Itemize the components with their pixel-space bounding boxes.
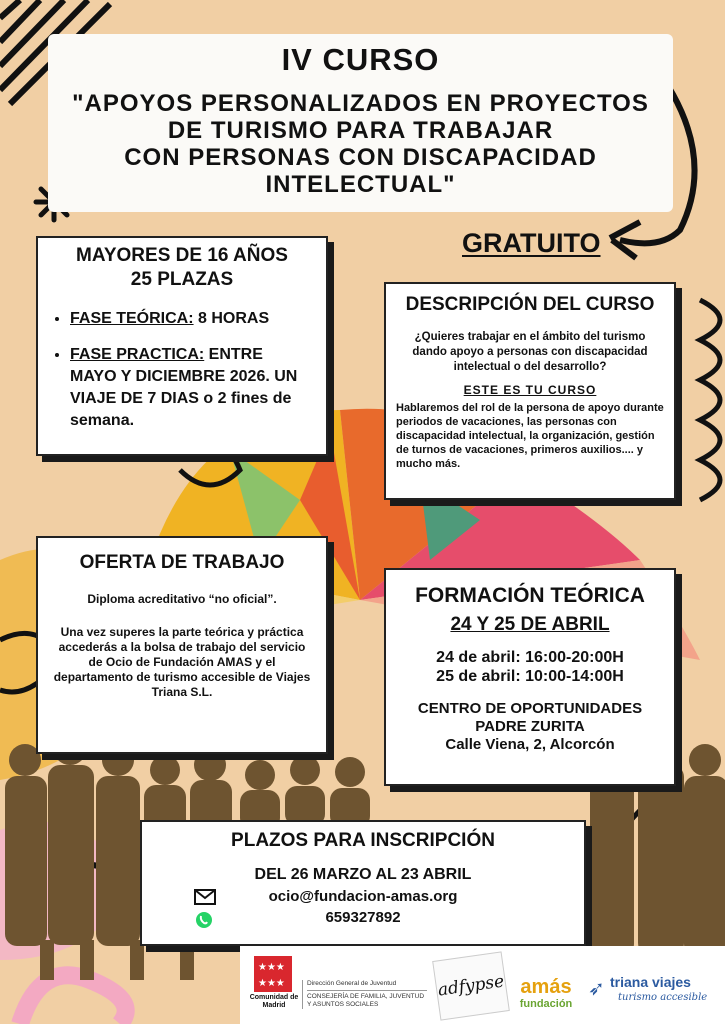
job-offer-box — [36, 536, 328, 754]
training-box — [384, 568, 676, 786]
place-line-2: PADRE ZURITA — [475, 718, 585, 735]
training-schedule — [396, 648, 664, 686]
diploma-text: Diploma acreditativo “no oficial”. — [87, 592, 277, 606]
day1-label: 24 de abril: — [436, 649, 521, 666]
amas-logo — [516, 954, 576, 1020]
title-banner — [48, 34, 673, 212]
course-title: "APOYOS PERSONALIZADOS EN PROYECTOS DE TURISMO PARA TRABAJAR CON PERSONAS CON DISCAPACIDAD INTELECTUAL" — [72, 90, 649, 198]
day1-time: 16:00-20:00H — [520, 649, 624, 666]
registration-dates: DEL 26 MARZO AL 23 ABRIL — [254, 866, 472, 883]
consejeria-line: CONSEJERÍA DE FAMILIA, JUVENTUD Y ASUNTOS SOCIALES — [307, 993, 425, 1008]
svg-text:★★★: ★★★ — [258, 978, 285, 989]
bird-icon: ➶ — [588, 978, 605, 1000]
phases-list — [52, 308, 312, 432]
comunidad-madrid-label: Comunidad de Madrid — [249, 994, 299, 1009]
triana-tagline: turismo accesible — [618, 992, 708, 1003]
job-offer-text: Una vez superes la parte teórica y práctica accederás a la bolsa de trabajo del servicio de Ocio de Fundación AMAS y el departamento de turismo accesible de Viajes Triana S.L. — [53, 625, 311, 699]
svg-text:★★★: ★★★ — [258, 962, 285, 973]
theory-phase-item — [70, 308, 312, 330]
amas-sub-label: fundación — [519, 998, 573, 1010]
sponsors-footer — [240, 946, 725, 1024]
day2-time: 10:00-14:00H — [520, 668, 624, 685]
training-heading: FORMACIÓN TEÓRICA — [415, 584, 645, 607]
description-highlight: ESTE ES TU CURSO — [463, 383, 597, 397]
description-heading: DESCRIPCIÓN DEL CURSO — [405, 294, 655, 315]
comunidad-madrid-flag-icon — [254, 956, 292, 992]
job-offer-heading: OFERTA DE TRABAJO — [79, 552, 285, 573]
triana-name: triana viajes — [610, 974, 691, 990]
registration-heading: PLAZOS PARA INSCRIPCIÓN — [231, 830, 495, 851]
schedule-day-1 — [396, 648, 664, 667]
direccion-general-label — [302, 980, 427, 1009]
training-dates: 24 Y 25 DE ABRIL — [450, 614, 610, 635]
envelope-icon — [194, 889, 216, 909]
registration-box — [140, 820, 586, 946]
training-location — [396, 700, 664, 754]
description-box — [384, 282, 676, 500]
practice-phase-item — [70, 344, 312, 432]
practice-phase-label: FASE PRACTICA: — [70, 346, 205, 363]
free-label: GRATUITO — [462, 228, 601, 258]
age-requirement: MAYORES DE 16 AÑOS — [76, 245, 288, 266]
adfypse-logo: adfypse — [432, 951, 510, 1020]
theory-phase-value: 8 HORAS — [193, 310, 270, 327]
place-address: Calle Viena, 2, Alcorcón — [445, 736, 615, 753]
practice-phase-value: ENTRE MAYO Y DICIEMBRE 2026. UN VIAJE DE 7 DIAS o 2 fines de semana. — [70, 346, 298, 429]
phone-row — [154, 909, 572, 926]
schedule-day-2 — [396, 667, 664, 686]
requirements-box — [36, 236, 328, 456]
place-line-1: CENTRO DE OPORTUNIDADES — [417, 700, 643, 717]
email-row — [154, 888, 572, 905]
amas-logo-text: amás — [520, 976, 572, 998]
day2-label: 25 de abril: — [436, 668, 521, 685]
seats-count: 25 PLAZAS — [130, 269, 234, 290]
description-body: Hablaremos del rol de la persona de apoyo durante periodos de vacaciones, las personas con discapacidad intelectual, la organización, gestión de turnos de vacaciones, primeros auxilios.... y mucho más. — [396, 402, 664, 470]
course-number-title: IV CURSO — [281, 42, 440, 77]
dg-line: Dirección General de Juventud — [307, 980, 397, 987]
theory-phase-label: FASE TEÓRICA: — [70, 310, 194, 327]
contact-phone[interactable]: 659327892 — [325, 909, 401, 926]
contact-email[interactable]: ocio@fundacion-amas.org — [268, 888, 458, 905]
description-question: ¿Quieres trabajar en el ámbito del turismo dando apoyo a personas con discapacidad intelectual o del desarrollo? — [412, 331, 648, 373]
whatsapp-icon — [194, 910, 214, 934]
